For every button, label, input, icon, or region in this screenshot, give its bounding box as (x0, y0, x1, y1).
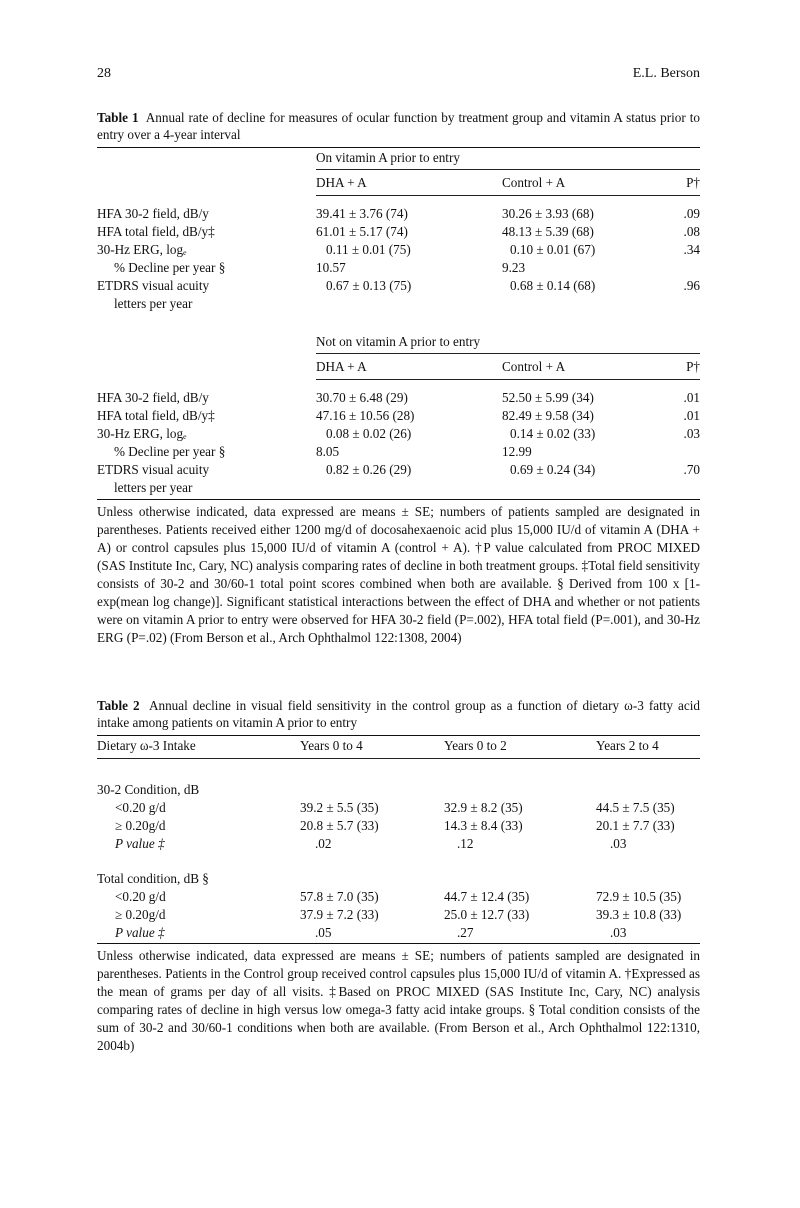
table-row (97, 407, 700, 425)
running-header (97, 66, 700, 84)
row-label: ≥ 0.20g/d (115, 818, 166, 833)
table-1-bottom-rule (97, 499, 700, 500)
column-header-dha: DHA + A (316, 175, 367, 190)
table-row (97, 461, 700, 479)
group-title-row (97, 870, 700, 888)
table-row (97, 205, 700, 223)
p-value-label: P value ‡ (115, 836, 165, 851)
table-2 (97, 697, 700, 1055)
page-number: 28 (97, 66, 111, 81)
cell-p: .70 (683, 462, 700, 477)
table-2-caption (97, 697, 700, 731)
column-header-control: Control + A (502, 359, 566, 374)
cell-control: 0.14 ± 0.02 (33) (510, 426, 596, 441)
table-row (97, 223, 700, 241)
column-header-years-0-4: Years 0 to 4 (300, 738, 363, 753)
group-title-row (97, 781, 700, 799)
table-row (97, 425, 700, 443)
column-header-years-2-4: Years 2 to 4 (596, 738, 659, 753)
group-title: Total condition, dB § (97, 871, 209, 886)
cell-dha: 0.82 ± 0.26 (29) (326, 462, 412, 477)
column-header-control: Control + A (502, 175, 566, 190)
cell-dha: 0.11 ± 0.01 (75) (326, 242, 411, 257)
cell-years-2-4: 72.9 ± 10.5 (35) (596, 889, 682, 904)
section-title-row (97, 149, 700, 167)
table-1-caption (97, 109, 700, 143)
cell-p: .96 (683, 278, 700, 293)
row-label: HFA 30-2 field, dB/y (97, 206, 209, 221)
cell-control: 0.10 ± 0.01 (67) (510, 242, 596, 257)
row-label: letters per year (114, 480, 193, 495)
cell-dha: 0.08 ± 0.02 (26) (326, 426, 412, 441)
table-row (97, 443, 700, 461)
cell-control: 52.50 ± 5.99 (34) (502, 390, 594, 405)
table-1 (97, 109, 700, 647)
cell-p: .03 (683, 426, 700, 441)
table-row (97, 479, 700, 497)
cell-control: 30.26 ± 3.93 (68) (502, 206, 594, 221)
cell-control: 9.23 (502, 260, 526, 275)
cell-years-0-2: 44.7 ± 12.4 (35) (444, 889, 530, 904)
table-row (97, 241, 700, 259)
cell-years-0-2: 25.0 ± 12.7 (33) (444, 907, 530, 922)
table-row (97, 295, 700, 313)
group-title: 30-2 Condition, dB (97, 782, 200, 797)
p-value-years-2-4: .03 (610, 925, 627, 940)
table-1-label: Table 1 (97, 110, 139, 125)
row-label: ETDRS visual acuity (97, 462, 210, 477)
cell-p: .01 (683, 408, 700, 423)
column-header-row (97, 358, 700, 376)
cell-years-2-4: 20.1 ± 7.7 (33) (596, 818, 675, 833)
table-row (97, 389, 700, 407)
cell-dha: 39.41 ± 3.76 (74) (316, 206, 408, 221)
section-title: On vitamin A prior to entry (316, 150, 460, 165)
cell-years-0-4: 57.8 ± 7.0 (35) (300, 889, 379, 904)
column-header-years-0-2: Years 0 to 2 (444, 738, 507, 753)
table-row (97, 906, 700, 924)
table-2-footnotes: Unless otherwise indicated, data expressed are means ± SE; numbers of patients sampled are designated in parentheses. Patients in the Control group received control capsules plus 15,000 IU/d of vitamin A. †Expressed as the mean of grams per day of all visits. ‡Based on PROC MIXED (SAS Institute Inc, Cary, NC) analysis comparing rates of decline in high versus low omega-3 fatty acid intake groups. § Total condition consists of the sum of 30-2 and 30/60-1 conditions when both are available. (From Berson et al., Arch Ophthalmol 122:1310, 2004b) (97, 948, 700, 1053)
cell-years-2-4: 39.3 ± 10.8 (33) (596, 907, 682, 922)
cell-control: 0.68 ± 0.14 (68) (510, 278, 596, 293)
p-value-years-0-4: .02 (315, 836, 332, 851)
table-row (97, 817, 700, 835)
row-label: <0.20 g/d (115, 889, 166, 904)
section-title-row (97, 333, 700, 351)
cell-dha: 61.01 ± 5.17 (74) (316, 224, 408, 239)
cell-control: 48.13 ± 5.39 (68) (502, 224, 594, 239)
table-1-caption-text: Annual rate of decline for measures of ocular function by treatment group and vitamin A status prior to entry over a 4-year interval (97, 110, 700, 142)
p-value-label: P value ‡ (115, 925, 165, 940)
row-label: % Decline per year § (114, 444, 226, 459)
row-label: <0.20 g/d (115, 800, 166, 815)
table-2-bottom-rule (97, 943, 700, 944)
cell-years-2-4: 44.5 ± 7.5 (35) (596, 800, 675, 815)
table-2-caption-text: Annual decline in visual field sensitivity in the control group as a function of dietary ω-3 fatty acid intake among patients on vitamin A prior to entry (97, 698, 700, 730)
cell-p: .01 (683, 390, 700, 405)
cell-dha: 8.05 (316, 444, 340, 459)
cell-p: .09 (683, 206, 700, 221)
p-value-years-0-2: .12 (457, 836, 474, 851)
row-label: ≥ 0.20g/d (115, 907, 166, 922)
row-label: HFA total field, dB/y‡ (97, 408, 215, 423)
row-label: % Decline per year § (114, 260, 226, 275)
table-1-top-rule (97, 147, 700, 148)
row-label: HFA total field, dB/y‡ (97, 224, 215, 239)
table-1-footnotes: Unless otherwise indicated, data expressed are means ± SE; numbers of patients sampled are designated in parentheses. Patients received either 1200 mg/d of docosahexaenoic acid plus 15,000 IU/d of vitamin A (DHA + A) or control capsules plus 15,000 IU/d of vitamin A (control + A). †P value calculated from PROC MIXED (SAS Institute Inc, Cary, NC) analysis comparing rates of decline in both treatment groups. ‡Total field sensitivity consists of 30-2 and 30/60-1 total point scores combined when both are available. § Derived from 100 x [1-exp(mean log change)]. Significant statistical interactions between the effect of DHA and whether or not patients were on vitamin A prior to entry were observed for HFA 30-2 field (P=.002), HFA total field (P=.001), and 30-Hz ERG (P=.02) (From Berson et al., Arch Ophthalmol 122:1308, 2004) (97, 504, 700, 645)
cell-years-0-4: 37.9 ± 7.2 (33) (300, 907, 379, 922)
column-header-p: P† (686, 175, 700, 190)
table-2-label: Table 2 (97, 698, 140, 713)
row-label: letters per year (114, 296, 193, 311)
cell-control: 0.69 ± 0.24 (34) (510, 462, 596, 477)
cell-control: 82.49 ± 9.58 (34) (502, 408, 594, 423)
cell-years-0-4: 39.2 ± 5.5 (35) (300, 800, 379, 815)
section-title: Not on vitamin A prior to entry (316, 334, 481, 349)
p-value-years-0-2: .27 (457, 925, 474, 940)
row-label: ETDRS visual acuity (97, 278, 210, 293)
cell-control: 12.99 (502, 444, 532, 459)
column-header-dha: DHA + A (316, 359, 367, 374)
column-header-row (97, 737, 700, 755)
p-value-years-2-4: .03 (610, 836, 627, 851)
running-author: E.L. Berson (632, 66, 700, 81)
cell-p: .34 (683, 242, 700, 257)
p-value-row (97, 835, 700, 853)
cell-p: .08 (683, 224, 700, 239)
column-header-p: P† (686, 359, 700, 374)
cell-dha: 0.67 ± 0.13 (75) (326, 278, 412, 293)
cell-years-0-4: 20.8 ± 5.7 (33) (300, 818, 379, 833)
p-value-row (97, 924, 700, 942)
table-row (97, 888, 700, 906)
table-row (97, 259, 700, 277)
cell-years-0-2: 14.3 ± 8.4 (33) (444, 818, 523, 833)
row-label: HFA 30-2 field, dB/y (97, 390, 209, 405)
cell-dha: 10.57 (316, 260, 346, 275)
table-2-top-rule (97, 735, 700, 736)
p-value-years-0-4: .05 (315, 925, 332, 940)
column-header-intake: Dietary ω-3 Intake (97, 738, 196, 753)
cell-years-0-2: 32.9 ± 8.2 (35) (444, 800, 523, 815)
cell-dha: 47.16 ± 10.56 (28) (316, 408, 415, 423)
section-rule (316, 169, 700, 170)
table-row (97, 799, 700, 817)
row-label: 30-Hz ERG, logₑ (97, 242, 187, 257)
column-header-row (97, 174, 700, 192)
table-row (97, 277, 700, 295)
section-rule (316, 353, 700, 354)
cell-dha: 30.70 ± 6.48 (29) (316, 390, 408, 405)
row-label: 30-Hz ERG, logₑ (97, 426, 187, 441)
